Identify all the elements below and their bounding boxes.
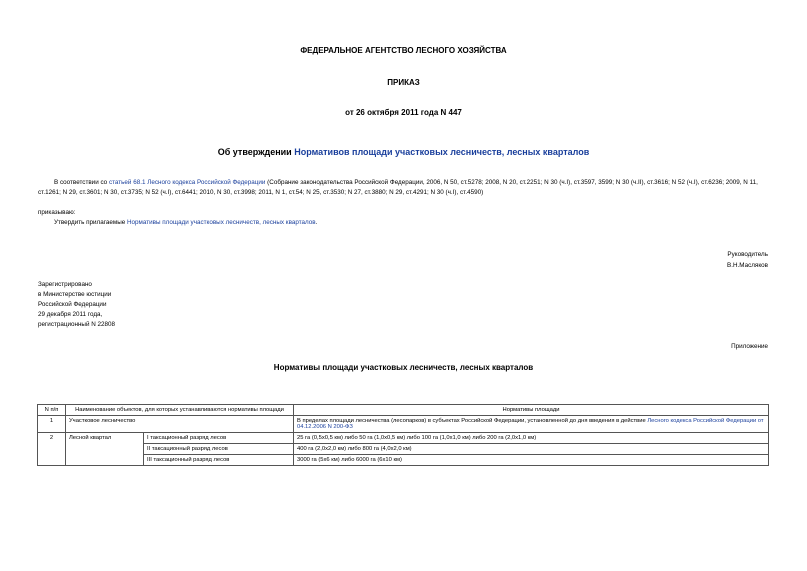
- table-row: [38, 416, 769, 433]
- table-header-row: [38, 405, 769, 416]
- row-subcategory: I таксационный разряд лесов: [144, 433, 294, 444]
- row-norm: 25 га (0,5х0,5 км) либо 50 га (1,0х0,5 км) либо 100 га (1,0х1,0 км) либо 200 га (2,0х1,0 км): [294, 433, 769, 444]
- table-row: [38, 433, 769, 444]
- forest-code-link[interactable]: Лесного кодекса Российской Федерации от 04.12.2006 N 200-ФЗ: [297, 418, 764, 430]
- row-num: 1: [38, 416, 66, 433]
- document-title: [0, 147, 807, 157]
- row-num: 2: [38, 433, 66, 466]
- signature-name: В.Н.Масляков: [727, 262, 768, 269]
- code-article-link[interactable]: статьей 68.1 Лесного кодекса Российской Федерации: [108, 179, 266, 186]
- norms-table: [37, 404, 769, 466]
- registration-line: регистрационный N 22808: [38, 321, 116, 328]
- approve-suffix: .: [315, 219, 318, 226]
- signature-position: Руководитель: [727, 251, 768, 258]
- row-subcategory: III таксационный разряд лесов: [144, 455, 294, 466]
- date-number-heading: от 26 октября 2011 года N 447: [345, 108, 462, 117]
- preamble-text: (Собрание законодательства Российской Федерации, 2006, N 50, ст.5278; 2008, N 20, ст.2251; N 30 (ч.I), ст.3597, 3599; N 30 (ч.II), ст.3616; N 52 (ч.I), ст.6236; 2009, N 11, ст.1261; N 29, ст.3601; N 30, ст.3735; N 52 (ч.I), ст.6441; 2010, N 30, ст.3998; 2011, N 1, ст.54; N 25, ст.3530; N 27, ст.3880; N 29, ст.4291; N 30 (ч.I), ст.4590): [38, 179, 758, 196]
- table-row: [38, 444, 769, 455]
- row-norm: 3000 га (5х6 км) либо 6000 га (6х10 км): [294, 455, 769, 466]
- row-norm-text: В пределах площади лесничества (лесопарков) в субъектах Российской Федерации, установленной до дня введения в действие: [297, 418, 648, 424]
- header-name: Наименование объектов, для которых устанавливаются нормативы площади: [66, 405, 294, 416]
- table-row: [38, 455, 769, 466]
- registration-block: [38, 280, 115, 330]
- agency-heading: ФЕДЕРАЛЬНОЕ АГЕНТСТВО ЛЕСНОГО ХОЗЯЙСТВА: [300, 46, 507, 55]
- title-link[interactable]: Нормативов площади участковых лесничеств, лесных кварталов: [294, 147, 590, 157]
- preamble-paragraph: [38, 178, 768, 198]
- title-prefix: Об утверждении: [217, 147, 295, 157]
- preamble-prefix: В соответствии со: [54, 179, 109, 186]
- norms-link[interactable]: Нормативы площади участковых лесничеств, лесных кварталов: [127, 219, 316, 226]
- appendix-label: Приложение: [731, 343, 768, 350]
- row-name: Лесной квартал: [66, 433, 144, 466]
- registration-line: в Министерстве юстиции: [38, 291, 112, 298]
- approve-prefix: Утвердить прилагаемые: [54, 219, 127, 226]
- registration-line: 29 декабря 2011 года,: [38, 311, 103, 318]
- registration-line: Российской Федерации: [38, 301, 107, 308]
- approve-paragraph: [54, 218, 317, 228]
- row-norm: 400 га (2,0х2,0 км) либо 800 га (4,0х2,0 км): [294, 444, 769, 455]
- registration-line: Зарегистрировано: [38, 281, 92, 288]
- row-name: Участковое лесничество: [66, 416, 294, 433]
- header-norm: Нормативы площади: [294, 405, 769, 416]
- row-subcategory: II таксационный разряд лесов: [144, 444, 294, 455]
- order-word: приказываю:: [38, 209, 76, 216]
- row-norm: [294, 416, 769, 433]
- header-num: N п/п: [38, 405, 66, 416]
- appendix-title: Нормативы площади участковых лесничеств, лесных кварталов: [273, 363, 534, 372]
- doc-type-heading: ПРИКАЗ: [387, 78, 420, 87]
